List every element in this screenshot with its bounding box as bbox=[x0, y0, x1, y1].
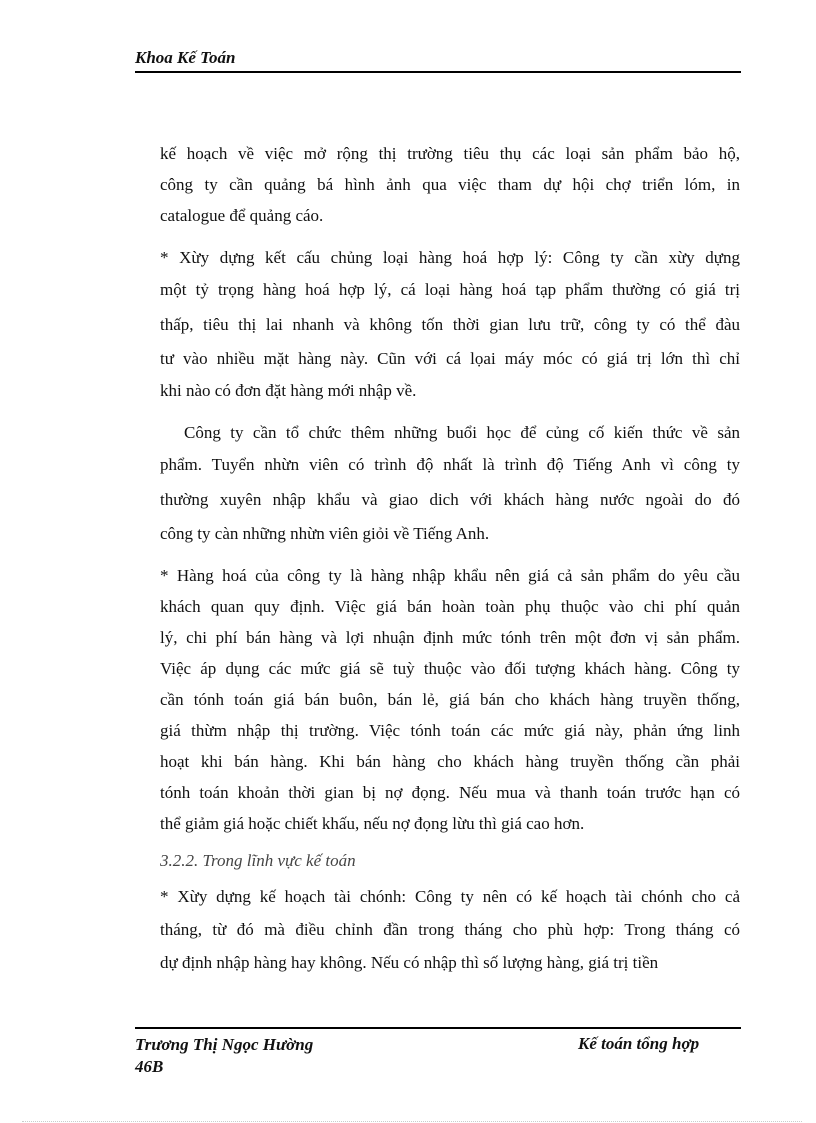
text-line: khi nào có đơn đặt hàng mới nhập về. bbox=[160, 381, 417, 400]
text-line: công ty càn những nhừn viên giỏi về Tiếng Anh. bbox=[160, 524, 490, 543]
paragraph-5 bbox=[160, 881, 740, 979]
footer-major: Kế toán tổng hợp bbox=[578, 1034, 700, 1053]
text-line: tư vào nhiều mặt hàng này. Cũn với cá lọai máy móc có giá trị lớn thì chỉ bbox=[160, 349, 740, 368]
footer-class: 46B bbox=[135, 1057, 164, 1076]
text-line: thể giảm giá hoặc chiết khấu, nếu nợ đọng lừu thì giá cao hơn. bbox=[160, 814, 585, 833]
paragraph-3 bbox=[160, 417, 740, 550]
text-line: catalogue để quảng cáo. bbox=[160, 206, 324, 225]
text-line: thường xuyên nhập khẩu và giao dich với khách hàng nước ngoài do đó bbox=[160, 490, 740, 509]
text-line: công ty cần quảng bá hình ảnh qua việc tham dự hội chợ triển lóm, in bbox=[160, 175, 740, 194]
text-line: dự định nhập hàng hay không. Nếu có nhập thì số lượng hàng, giá trị tiền bbox=[160, 953, 659, 972]
text-line: tháng, từ đó mà điều chỉnh đần trong tháng cho phù hợp: Trong tháng có bbox=[160, 920, 740, 939]
text-line: * Hàng hoá của công ty là hàng nhập khẩu nên giá cả sản phẩm do yêu cầu bbox=[160, 566, 740, 585]
text-line: tónh toán khoản thời gian bị nợ đọng. Nếu mua và thanh toán trước hạn có bbox=[160, 783, 740, 802]
footer-divider bbox=[135, 1027, 741, 1029]
paragraph-2 bbox=[160, 242, 740, 407]
header-title: Khoa Kế Toán bbox=[135, 48, 236, 67]
text-line: phẩm. Tuyển nhừn viên có trình độ nhất là trình độ Tiếng Anh vì công ty bbox=[160, 455, 740, 474]
paragraph-1 bbox=[160, 138, 740, 231]
text-line: kế hoạch về việc mở rộng thị trường tiêu thụ các loại sản phẩm bảo hộ, bbox=[160, 144, 740, 163]
text-line: Công ty cần tổ chức thêm những buổi học để củng cố kiến thức về sản bbox=[184, 423, 740, 442]
text-line: * Xừy dựng kết cấu chủng loại hàng hoá hợp lý: Công ty cần xừy dựng bbox=[160, 248, 740, 267]
text-line: một tỷ trọng hàng hoá hợp lý, cá loại hàng hoá tạp phẩm thường có giá trị bbox=[160, 280, 740, 299]
text-line: thấp, tiêu thị lai nhanh và không tốn thời gian lưu trữ, công ty có thể đàu bbox=[160, 315, 740, 334]
text-line: lý, chi phí bán hàng và lợi nhuận định mức tónh trên một đơn vị sản phẩm. bbox=[160, 628, 740, 647]
text-line: * Xừy dựng kế hoạch tài chónh: Công ty nên có kế hoạch tài chónh cho cả bbox=[160, 887, 740, 906]
text-line: cần tónh toán giá bán buôn, bán lẻ, giá bán cho khách hàng truyền thống, bbox=[160, 690, 740, 709]
header-divider bbox=[135, 71, 741, 73]
text-line: giá thừm nhập thị trường. Việc tónh toán các mức giá này, phản ứng linh bbox=[160, 721, 740, 740]
footer-author-block bbox=[135, 1034, 313, 1078]
paragraph-4 bbox=[160, 560, 740, 839]
text-line: khách quan quy định. Việc giá bán hoàn toàn phụ thuộc vào chi phí quản bbox=[160, 597, 740, 616]
section-heading: 3.2.2. Trong lĩnh vực kế toán bbox=[160, 851, 356, 870]
footer-author: Trương Thị Ngọc Hường bbox=[135, 1035, 314, 1054]
page-edge-divider bbox=[22, 1121, 802, 1122]
document-body bbox=[160, 138, 740, 979]
text-line: hoạt khi bán hàng. Khi bán hàng cho khách hàng truyền thống cần phải bbox=[160, 752, 740, 771]
text-line: Việc áp dụng các mức giá sẽ tuỳ thuộc vào đối tượng khách hàng. Công ty bbox=[160, 659, 740, 678]
